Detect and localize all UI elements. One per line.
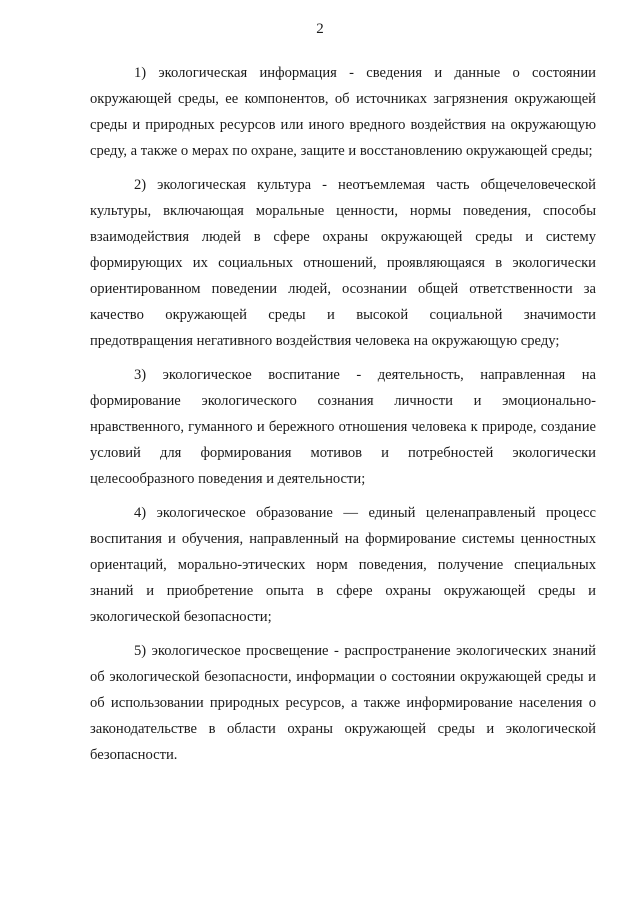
definition-environmental-enlightenment: 5) экологическое просвещение - распространение экологических знаний об экологической безопасности, информации о состоянии окружающей среды и об использовании природных ресурсов, а также информирование населения о законодательстве в области охраны окружающей среды и экологической безопасности.: [90, 643, 596, 763]
definition-environmental-upbringing: 3) экологическое воспитание - деятельность, направленная на формирование экологического сознания личности и эмоционально-нравственного, гуманного и бережного отношения человека к природе, создание условий для формирования мотивов и потребностей экологически целесообразного поведения и деятельности;: [90, 366, 596, 487]
definition-environmental-information: 1) экологическая информация - сведения и данные о состоянии окружающей среды, ее компонентов, об источниках загрязнения окружающей среды и природных ресурсов или иного вредного воздействия на окружающую среду, а также о мерах по охране, защите и восстановлению окружающей среды;: [90, 65, 596, 159]
definition-environmental-culture: 2) экологическая культура - неотъемлемая часть общечеловеческой культуры, включающая моральные ценности, нормы поведения, способы взаимодействия людей в сфере охраны окружающей среды и систему формирующих их социальных отношений, проявляющаяся в экологически ориентированном поведении людей, осознании общей ответственности за качество окружающей среды и высокой социальной значимости предотвращения негативного воздействия человека на окружающую среду;: [90, 177, 596, 349]
definition-environmental-education: 4) экологическое образование — единый целенаправленый процесс воспитания и обучения, направленный на формирование системы ценностных ориентаций, морально-этических норм поведения, получение специальных знаний и приобретение опыта в сфере охраны окружающей среды и экологической безопасности;: [90, 505, 596, 625]
page-number: 2: [316, 21, 324, 37]
document-body: [90, 61, 596, 769]
